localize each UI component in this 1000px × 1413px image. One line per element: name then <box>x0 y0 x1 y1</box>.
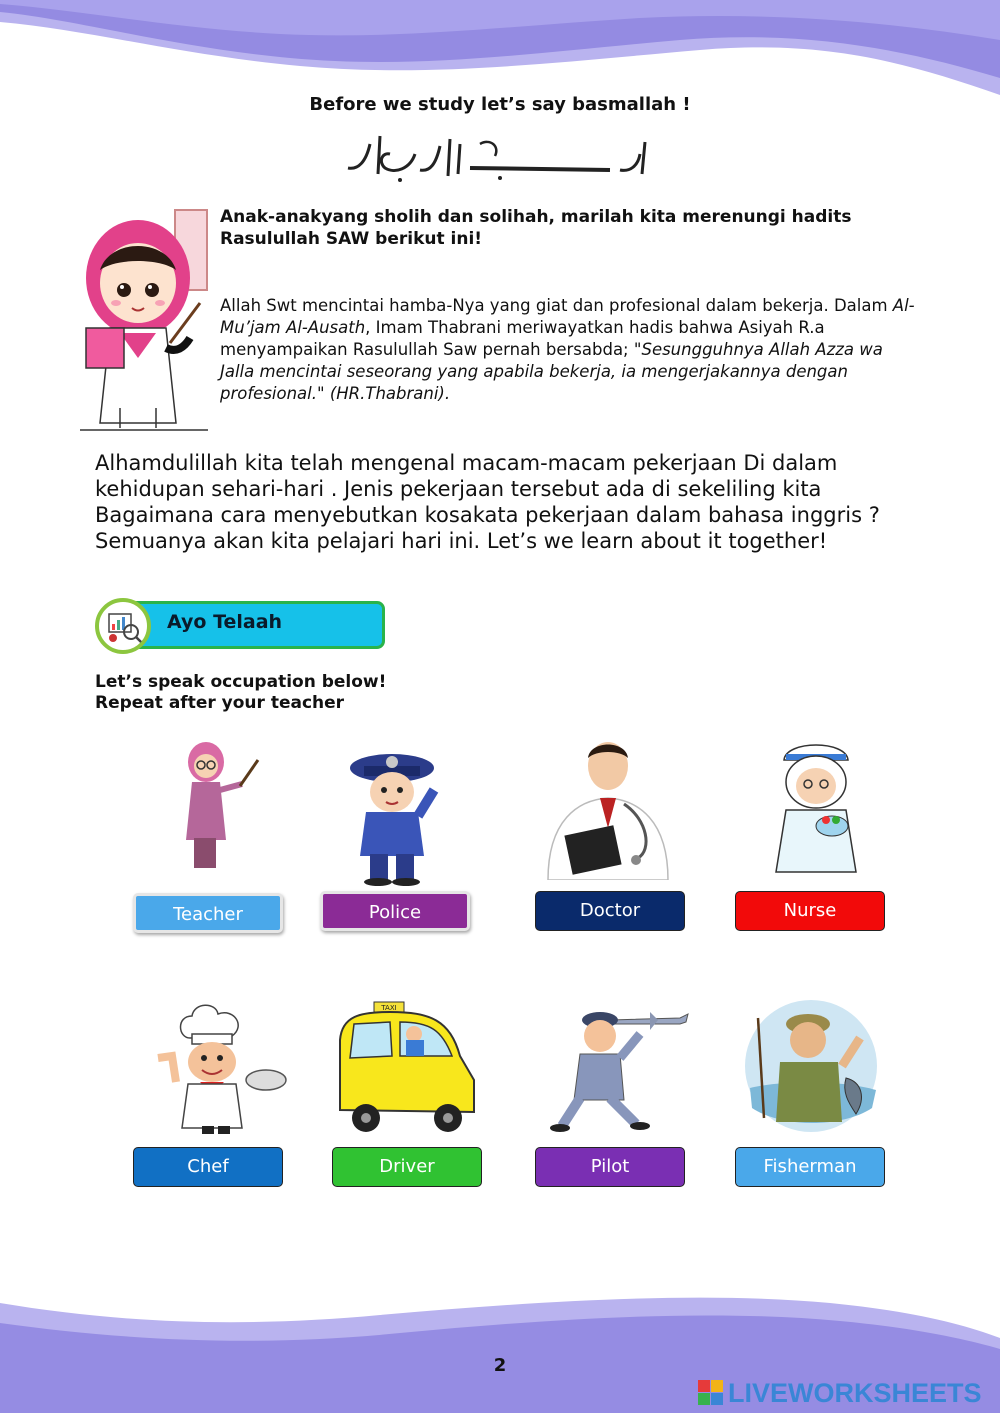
occupation-label-nurse[interactable]: Nurse <box>735 891 885 931</box>
hadith-body-text: Allah Swt mencintai hamba-Nya yang giat dan profesional dalam bekerja. Dalam <box>220 296 893 315</box>
analysis-icon <box>95 598 151 654</box>
doctor-illustration <box>528 740 688 880</box>
occupation-label-pilot[interactable]: Pilot <box>535 1147 685 1187</box>
occupation-label-fisherman[interactable]: Fisherman <box>735 1147 885 1187</box>
instruction-text <box>95 672 386 714</box>
liveworksheets-brand-text: LIVEWORKSHEETS <box>728 1378 982 1408</box>
occupation-label-doctor[interactable]: Doctor <box>535 891 685 931</box>
hadith-source-title: Al-Mu’jam Al-Ausath <box>220 296 915 337</box>
occupation-label-chef[interactable]: Chef <box>133 1147 283 1187</box>
liveworksheets-badge-icon <box>698 1380 724 1406</box>
police-illustration <box>330 748 460 886</box>
fisherman-illustration <box>742 998 880 1134</box>
basmallah-prompt: Before we study let’s say basmallah ! <box>309 94 691 115</box>
hijab-girl-illustration <box>80 208 210 433</box>
liveworksheets-logo[interactable] <box>698 1376 998 1410</box>
hadith-heading: Anak-anakyang sholih dan solihah, marilah kita merenungi hadits Rasulullah SAW berikut ini! <box>220 207 852 249</box>
instruction-line-1: Let’s speak occupation below! <box>95 672 387 692</box>
occupation-label-teacher[interactable]: Teacher <box>133 893 283 933</box>
instruction-line-2: Repeat after your teacher <box>95 693 345 713</box>
nurse-illustration <box>766 740 866 880</box>
pilot-illustration <box>540 1004 690 1134</box>
occupation-label-driver[interactable]: Driver <box>332 1147 482 1187</box>
taxi-sign-text: TAXI <box>381 1004 397 1012</box>
hadith-quote: "Sesungguhnya Allah Azza wa Jalla mencintai seseorang yang apabila bekerja, ia mengerjakannya dengan profesional." (HR.Thabrani). <box>220 340 883 403</box>
section-title: Ayo Telaah <box>167 611 283 633</box>
taxi-driver-illustration <box>330 1000 480 1136</box>
section-banner-ayo-telaah <box>95 598 387 654</box>
chef-illustration <box>138 1002 288 1134</box>
teacher-illustration <box>168 740 264 876</box>
basmallah-calligraphy-image <box>340 124 660 190</box>
hadith-body <box>220 295 920 405</box>
page-number: 2 <box>493 1355 507 1376</box>
intro-paragraph: Alhamdulillah kita telah mengenal macam-macam pekerjaan Di dalam kehidupan sehari-hari . Jenis pekerjaan tersebut ada di sekeliling kita Bagaimana cara menyebutkan kosakata pekerjaan dalam bahasa inggris ? Semuanya akan kita pelajari hari ini. Let’s we learn about it together! <box>95 451 880 553</box>
hadith-body-text-continued: , Imam Thabrani meriwayatkan hadis bahwa Asiyah R.a menyampaikan Rasulullah Saw pernah bersabda; <box>220 318 825 359</box>
occupation-label-police[interactable]: Police <box>320 891 470 931</box>
